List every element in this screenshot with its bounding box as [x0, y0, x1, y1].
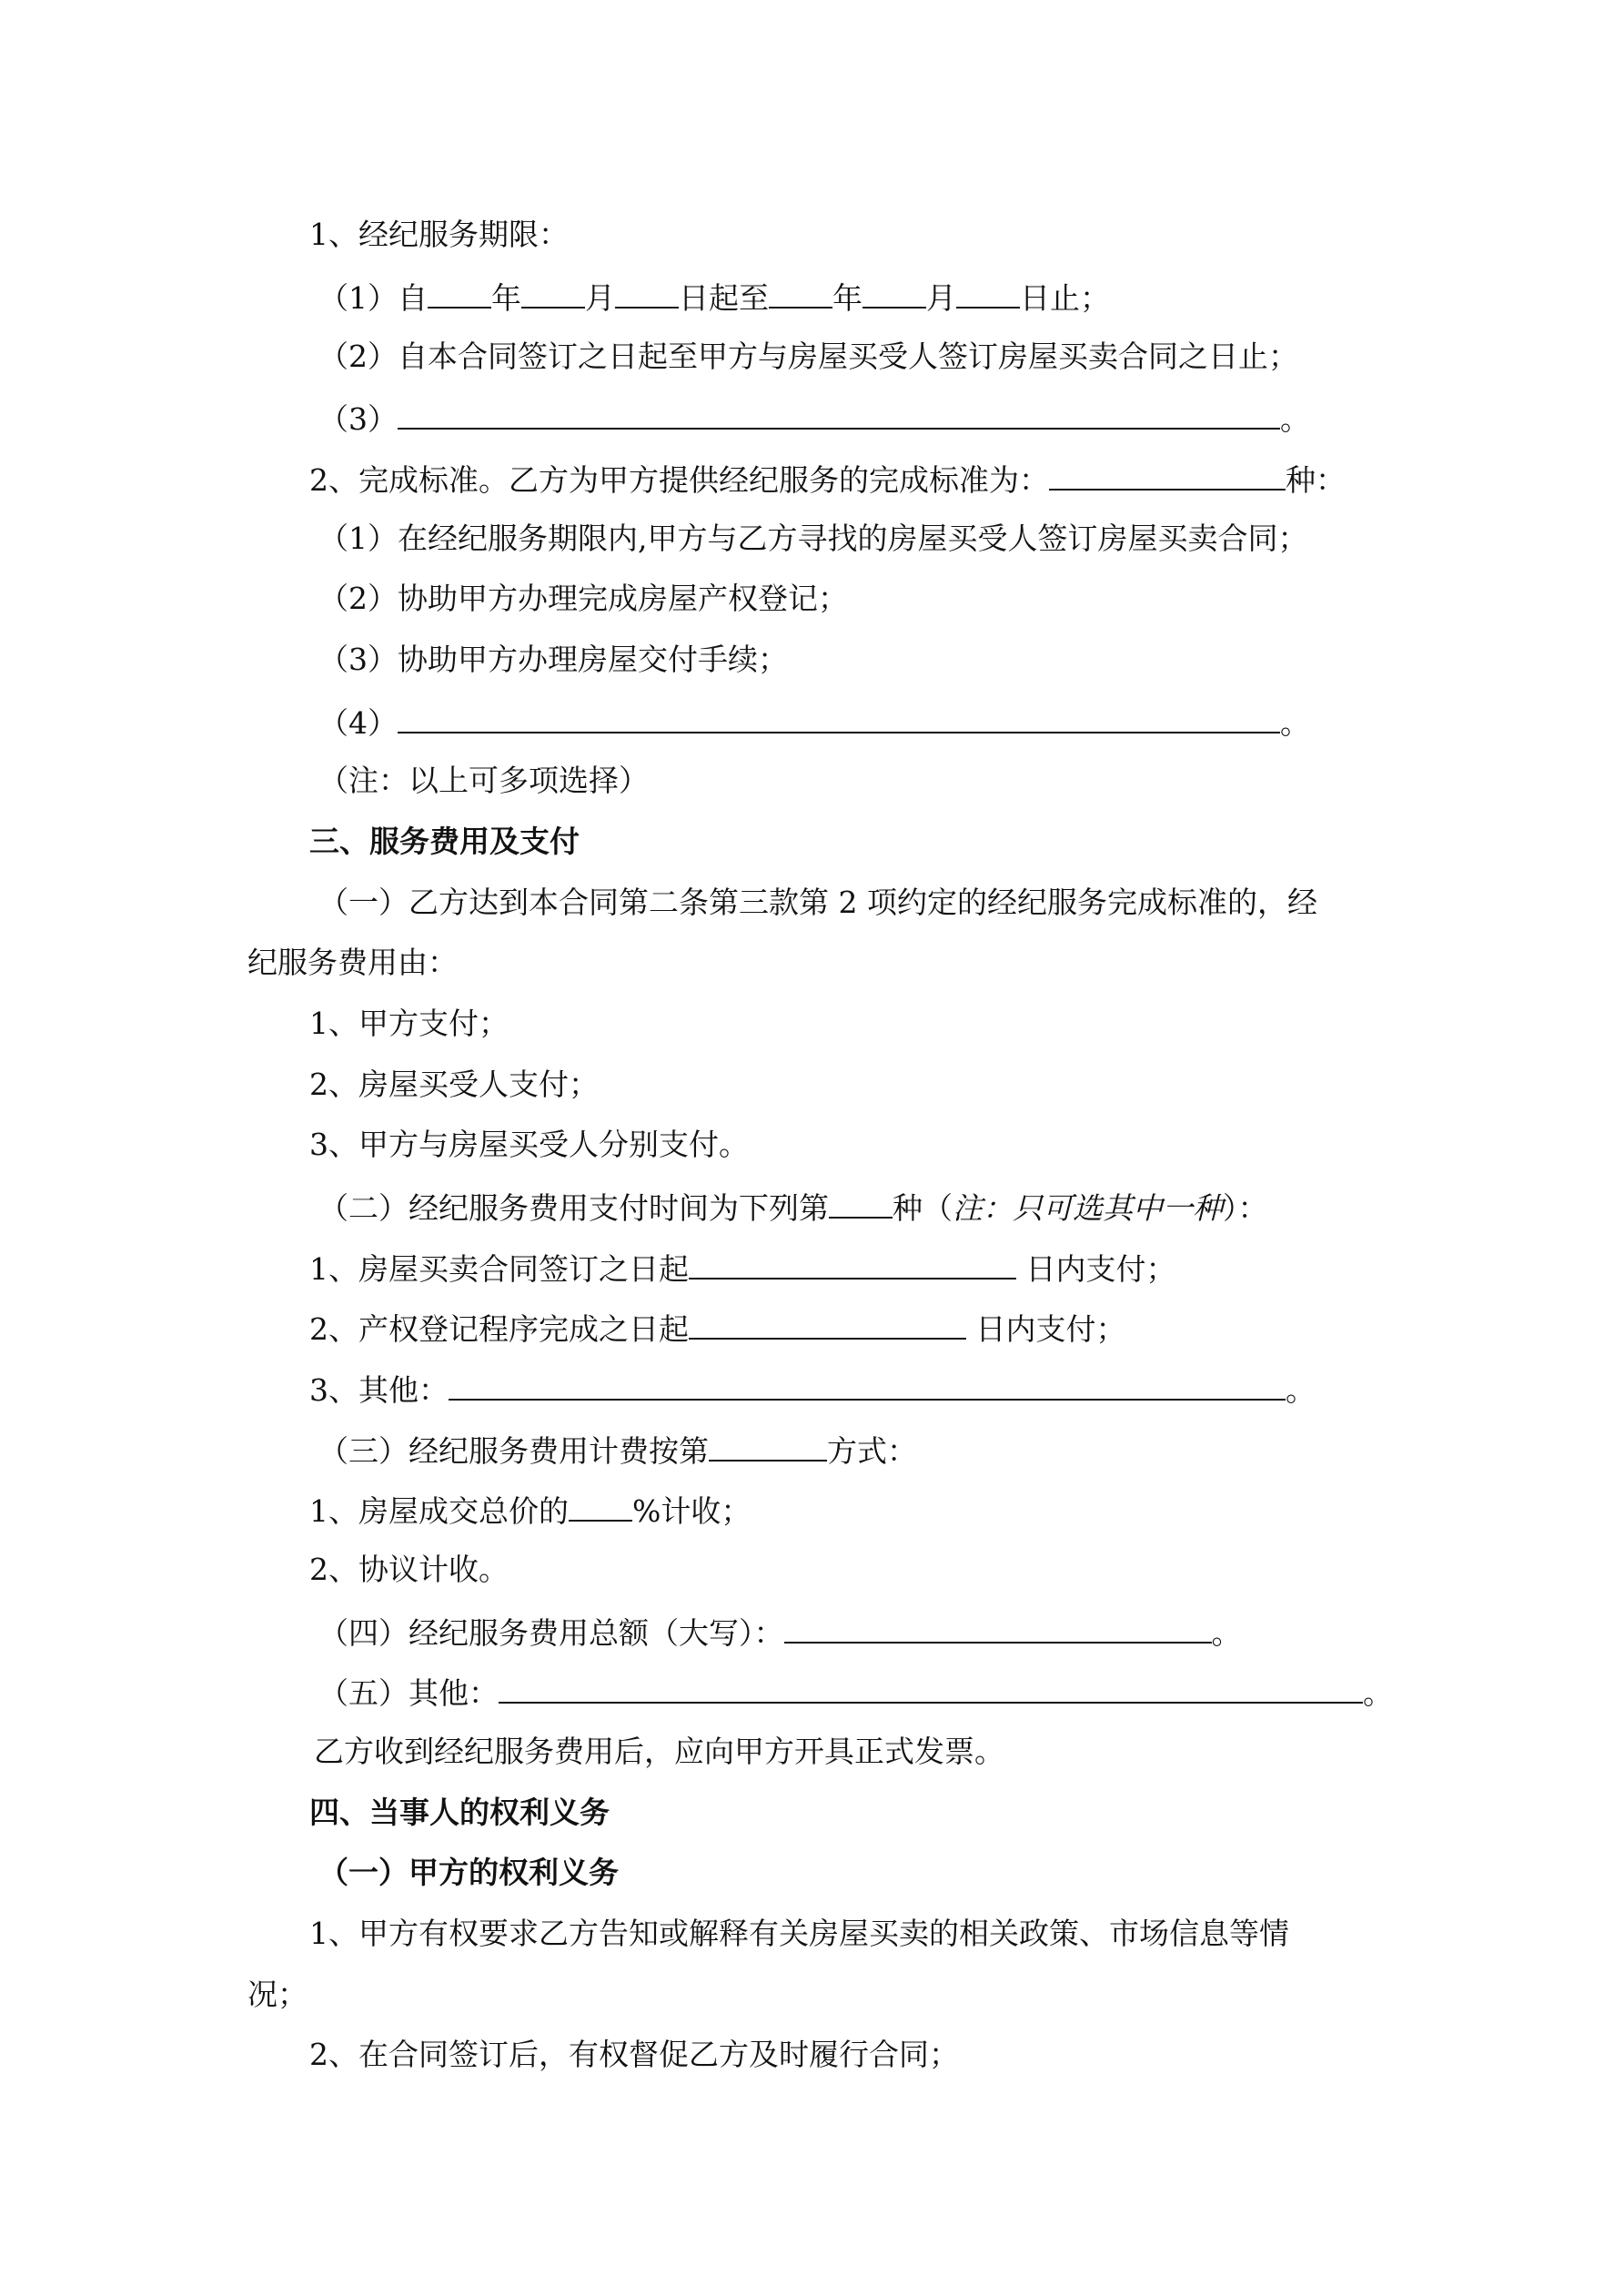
- term-option-3: （3） 。: [318, 389, 1310, 444]
- term-option-1: （1）自 年 月 日起至 年 月 日止；: [318, 268, 1110, 323]
- start-day-blank[interactable]: [615, 268, 679, 308]
- term-other-blank[interactable]: [398, 389, 1280, 430]
- payment-other-blank[interactable]: [449, 1360, 1286, 1401]
- payer-option-1: 1、甲方支付；: [309, 1006, 509, 1041]
- fee-method-option-1: 1、房屋成交总价的 %计收；: [309, 1482, 751, 1536]
- payment-time-option-2: 2、产权登记程序完成之日起 日内支付；: [309, 1300, 1126, 1354]
- registration-days-blank[interactable]: [689, 1300, 966, 1340]
- fee-other-paragraph: （五）其他： 。: [318, 1664, 1393, 1718]
- payment-time-option-1: 1、房屋买卖合同签订之日起 日内支付；: [309, 1239, 1176, 1294]
- end-day-blank[interactable]: [956, 268, 1020, 308]
- fee-method-choice-blank[interactable]: [709, 1421, 827, 1462]
- fee-payer-paragraph: （一）乙方达到本合同第二条第三款第 2 项约定的经纪服务完成标准的，经: [318, 885, 1317, 920]
- invoice-paragraph: 乙方收到经纪服务费用后，应向甲方开具正式发票。: [314, 1734, 1004, 1769]
- payer-option-3: 3、甲方与房屋买受人分别支付。: [309, 1127, 749, 1162]
- fee-total-blank[interactable]: [784, 1603, 1212, 1644]
- payment-time-choice-blank[interactable]: [829, 1178, 893, 1219]
- standard-option-2: （2）协助甲方办理完成房屋产权登记；: [318, 581, 848, 616]
- fee-method-option-2: 2、协议计收。: [309, 1552, 509, 1587]
- payer-option-2: 2、房屋买受人支付；: [309, 1067, 599, 1102]
- payment-time-paragraph: （二）经纪服务费用支付时间为下列第 种（注：只可选其中一种）：: [318, 1178, 1268, 1233]
- end-year-blank[interactable]: [769, 268, 832, 308]
- fee-other-blank[interactable]: [499, 1664, 1363, 1704]
- standard-option-4: （4） 。: [318, 693, 1310, 748]
- fee-total-paragraph: （四）经纪服务费用总额（大写）： 。: [318, 1603, 1242, 1658]
- fee-method-paragraph: （三）经纪服务费用计费按第 方式：: [318, 1421, 917, 1476]
- party-a-rights-heading: （一）甲方的权利义务: [318, 1855, 619, 1890]
- section-4-heading: 四、当事人的权利义务: [309, 1795, 610, 1830]
- start-year-blank[interactable]: [428, 268, 491, 308]
- end-month-blank[interactable]: [862, 268, 926, 308]
- multi-select-note: （注：以上可多项选择）: [318, 763, 649, 798]
- start-month-blank[interactable]: [521, 268, 585, 308]
- completion-standard: 2、完成标准。乙方为甲方提供经纪服务的完成标准为： 种：: [309, 450, 1346, 505]
- standard-option-1: （1）在经纪服务期限内,甲方与乙方寻找的房屋买受人签订房屋买卖合同；: [318, 521, 1308, 556]
- party-a-right-1-cont: 况；: [247, 1977, 308, 2012]
- service-term-heading: 1、经纪服务期限：: [309, 217, 569, 252]
- standard-option-3: （3）协助甲方办理房屋交付手续；: [318, 642, 788, 677]
- fee-payer-paragraph-cont: 纪服务费用由：: [247, 945, 458, 980]
- standard-choice-blank[interactable]: [1049, 450, 1286, 491]
- party-a-right-2: 2、在合同签订后，有权督促乙方及时履行合同；: [309, 2037, 959, 2072]
- standard-other-blank[interactable]: [398, 693, 1280, 733]
- section-3-heading: 三、服务费用及支付: [309, 824, 580, 859]
- term-option-2: （2）自本合同签订之日起至甲方与房屋买受人签订房屋买卖合同之日止；: [318, 339, 1298, 374]
- party-a-right-1: 1、甲方有权要求乙方告知或解释有关房屋买卖的相关政策、市场信息等情: [309, 1916, 1289, 1951]
- payment-time-option-3: 3、其他： 。: [309, 1360, 1316, 1415]
- fee-percent-blank[interactable]: [569, 1482, 632, 1522]
- contract-days-blank[interactable]: [689, 1239, 1016, 1279]
